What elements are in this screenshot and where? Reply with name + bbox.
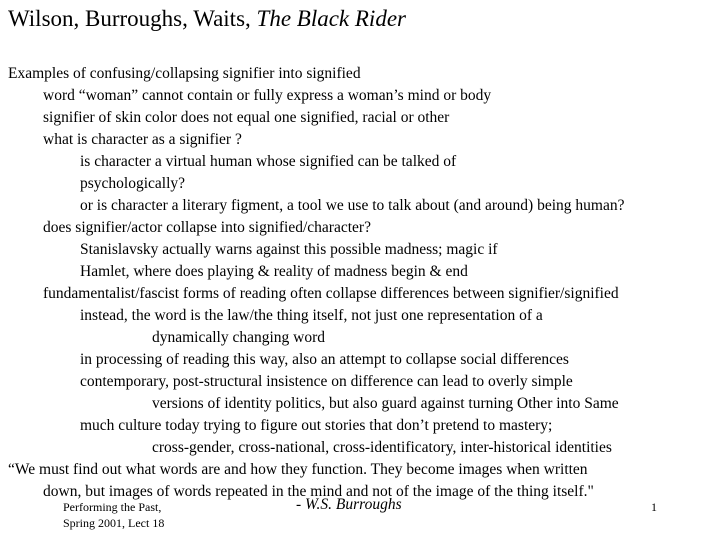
body-line: contemporary, post-structural insistence on difference can lead to overly simple xyxy=(80,373,573,390)
body-line: word “woman” cannot contain or fully express a woman’s mind or body xyxy=(43,87,492,104)
title-authors: Wilson, Burroughs, Waits, xyxy=(8,6,257,31)
body-line: Examples of confusing/collapsing signifier into signified xyxy=(8,65,361,82)
slide-footer xyxy=(63,499,164,531)
body-line: fundamentalist/fascist forms of reading often collapse differences between signifier/signified xyxy=(43,285,619,302)
body-line: much culture today trying to figure out stories that don’t pretend to mastery; xyxy=(80,417,553,434)
body-line: psychologically? xyxy=(80,175,186,192)
body-line: or is character a literary figment, a tool we use to talk about (and around) being human? xyxy=(80,197,625,214)
slide-title xyxy=(8,5,406,33)
body-line: does signifier/actor collapse into signified/character? xyxy=(43,219,371,236)
quote-attribution: - W.S. Burroughs xyxy=(296,496,402,513)
footer-course: Performing the Past, xyxy=(63,500,162,514)
body-line: Stanislavsky actually warns against this possible madness; magic if xyxy=(80,241,498,258)
body-line: instead, the word is the law/the thing itself, not just one representation of a xyxy=(80,307,543,324)
body-line: dynamically changing word xyxy=(152,329,326,346)
footer-term: Spring 2001, Lect 18 xyxy=(63,516,165,530)
page-number: 1 xyxy=(651,500,657,514)
body-line: signifier of skin color does not equal one signified, racial or other xyxy=(43,109,450,126)
quote-line: down, but images of words repeated in the mind and not of the image of the thing itself." xyxy=(43,483,594,500)
body-line: versions of identity politics, but also guard against turning Other into Same xyxy=(152,395,619,412)
title-work: The Black Rider xyxy=(256,6,406,31)
body-line: Hamlet, where does playing & reality of madness begin & end xyxy=(80,263,468,280)
body-line: is character a virtual human whose signified can be talked of xyxy=(80,153,457,170)
body-line: what is character as a signifier ? xyxy=(43,131,242,148)
body-line: cross-gender, cross-national, cross-identificatory, inter-historical identities xyxy=(152,439,612,456)
quote-line: “We must find out what words are and how they function. They become images when written xyxy=(8,461,588,478)
body-line: in processing of reading this way, also an attempt to collapse social differences xyxy=(80,351,569,368)
